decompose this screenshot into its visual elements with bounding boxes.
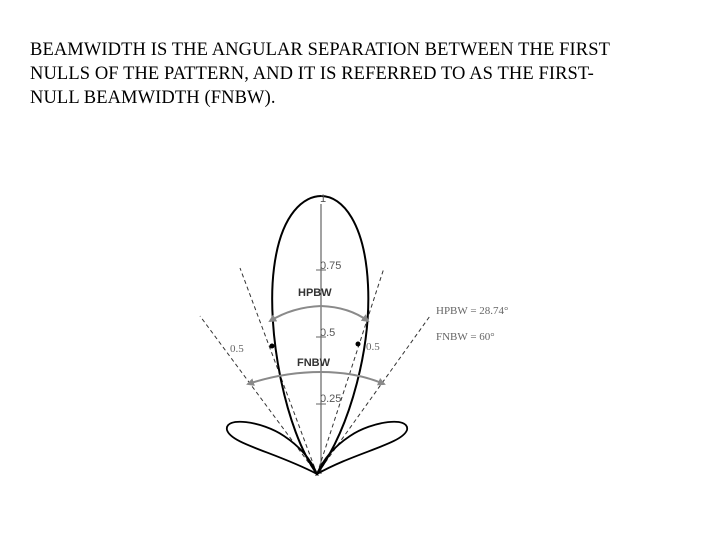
fnbw-label: FNBW bbox=[297, 357, 330, 369]
side-label-left-05: 0.5 bbox=[230, 343, 244, 355]
heading-line-1: BEAMWIDTH IS THE ANGULAR SEPARATION BETWEEN THE FIRST bbox=[30, 40, 611, 60]
hpbw-arrow-right bbox=[321, 306, 368, 321]
half-power-point-right bbox=[356, 342, 361, 347]
axis-label-05: 0.5 bbox=[320, 327, 336, 339]
axis-label-075: 0.75 bbox=[320, 260, 342, 272]
heading-line-2: NULLS OF THE PATTERN, AND IT IS REFERRED TO AS THE FIRST- bbox=[30, 64, 594, 84]
heading-line-3: NULL BEAMWIDTH (FNBW). bbox=[30, 88, 276, 108]
fnbw-arrow-right bbox=[321, 372, 384, 384]
hpbw-label: HPBW bbox=[298, 287, 332, 299]
fnbw-arrow-left bbox=[248, 372, 321, 384]
side-lobe-left bbox=[227, 422, 317, 474]
axis-label-top: 1 bbox=[320, 193, 327, 205]
half-power-point-left bbox=[270, 344, 275, 349]
side-lobe-right bbox=[317, 422, 407, 474]
hpbw-arrow bbox=[270, 306, 321, 321]
side-label-right-05: 0.5 bbox=[366, 341, 380, 353]
legend-fnbw: FNBW = 60° bbox=[436, 331, 495, 343]
fnbw-guide-left bbox=[200, 316, 317, 474]
legend-hpbw: HPBW = 28.74° bbox=[436, 305, 509, 317]
axis-label-025: 0.25 bbox=[320, 393, 342, 405]
